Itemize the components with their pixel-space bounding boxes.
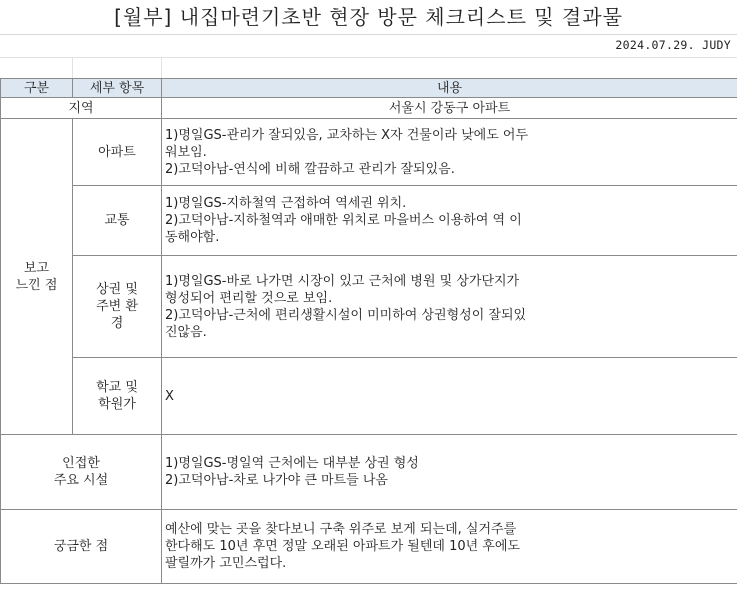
questions-label: 궁금한 점 bbox=[1, 510, 162, 584]
item-traffic-content: 1)명일GS-지하철역 근접하여 역세권 위치. 2)고덕아남-지하철역과 애매한 위치로 마을버스 이용하여 역 이 동해야함. bbox=[162, 186, 737, 256]
header-category: 구분 bbox=[1, 79, 73, 98]
date-row bbox=[0, 34, 737, 57]
questions-content: 예산에 맞는 곳을 찾다보니 구축 위주로 보게 되는데, 실거주를 한다해도 10년 후면 정말 오래된 아파트가 될텐데 10년 후에도 팔릴까가 고민스럽다. bbox=[162, 510, 737, 584]
region-row bbox=[1, 98, 737, 119]
observed-label: 보고 느낀 점 bbox=[1, 119, 73, 435]
traffic-row bbox=[1, 186, 737, 256]
item-commerce-content: 1)명일GS-바로 나가면 시장이 있고 근처에 병원 및 상가단지가 형성되어 편리할 것으로 보임. 2)고덕아남-근처에 편리생활시설이 미미하여 상권형성이 잘되있 진않음. bbox=[162, 256, 737, 358]
facilities-label: 인접한 주요 시설 bbox=[1, 435, 162, 510]
checklist-table bbox=[0, 78, 737, 584]
school-row bbox=[1, 358, 737, 435]
commerce-row bbox=[1, 256, 737, 358]
header-row bbox=[1, 79, 737, 98]
item-traffic-label: 교통 bbox=[73, 186, 162, 256]
facilities-row bbox=[1, 435, 737, 510]
region-label: 지역 bbox=[1, 98, 162, 119]
item-apartment-label: 아파트 bbox=[73, 119, 162, 186]
item-school-content: X bbox=[162, 358, 737, 435]
facilities-content: 1)명일GS-명일역 근처에는 대부분 상권 형성 2)고덕아남-차로 나가야 큰 마트들 나옴 bbox=[162, 435, 737, 510]
header-content: 내용 bbox=[162, 79, 737, 98]
date-author: 2024.07.29. JUDY bbox=[615, 38, 731, 52]
region-value: 서울시 강동구 아파트 bbox=[162, 98, 737, 119]
questions-row bbox=[1, 510, 737, 584]
item-school-label: 학교 및 학원가 bbox=[73, 358, 162, 435]
spacer-row bbox=[0, 57, 737, 79]
item-apartment-content: 1)명일GS-관리가 잘되있음, 교차하는 X자 건물이라 낮에도 어두 워보임. 2)고덕아남-연식에 비해 깔끔하고 관리가 잘되있음. bbox=[162, 119, 737, 186]
header-detail: 세부 항목 bbox=[73, 79, 162, 98]
document-title: [월부] 내집마련기초반 현장 방문 체크리스트 및 결과물 bbox=[114, 5, 623, 29]
item-commerce-label: 상권 및 주변 환 경 bbox=[73, 256, 162, 358]
apartment-row bbox=[1, 119, 737, 186]
